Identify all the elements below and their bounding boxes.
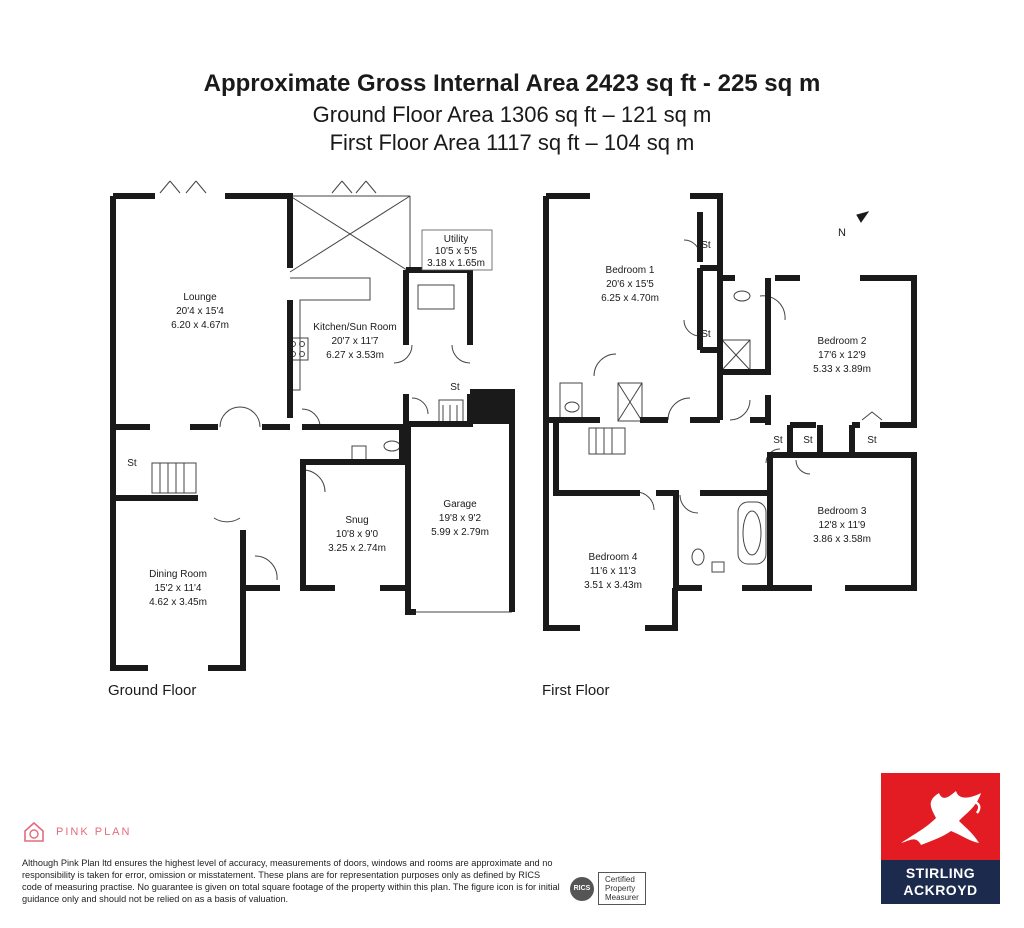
bedroom2-imperial: 17'6 x 12'9 bbox=[818, 350, 866, 361]
snug-metric: 3.25 x 2.74m bbox=[328, 543, 386, 554]
dining-name: Dining Room bbox=[149, 569, 207, 580]
rics-line-1: Certified bbox=[605, 875, 635, 884]
dining-metric: 4.62 x 3.45m bbox=[149, 597, 207, 608]
brand-line-1: STIRLING bbox=[905, 865, 976, 881]
rics-line-2: Property bbox=[605, 884, 636, 893]
snug-imperial: 10'8 x 9'0 bbox=[335, 529, 379, 540]
brand-wordmark bbox=[881, 860, 1000, 904]
griffin-icon bbox=[881, 773, 1000, 860]
first-store-1: St bbox=[701, 240, 711, 251]
bedroom1-metric: 6.25 x 4.70m bbox=[601, 293, 659, 304]
snug-name: Snug bbox=[345, 515, 369, 526]
garage-name: Garage bbox=[443, 499, 477, 510]
garage-metric: 5.99 x 2.79m bbox=[431, 527, 489, 538]
first-store-3: St bbox=[773, 435, 783, 446]
garage-imperial: 19'8 x 9'2 bbox=[438, 513, 482, 524]
bedroom4-imperial: 11'6 x 11'3 bbox=[589, 566, 637, 577]
bedroom3-metric: 3.86 x 3.58m bbox=[813, 534, 871, 545]
rics-certified-badge bbox=[570, 872, 646, 905]
first-store-4: St bbox=[803, 435, 813, 446]
bedroom4-name: Bedroom 4 bbox=[588, 552, 638, 563]
rics-certified-text bbox=[598, 872, 646, 905]
pink-plan-logo bbox=[22, 820, 131, 844]
ground-floor-area: Ground Floor Area 1306 sq ft – 121 sq m bbox=[312, 102, 712, 127]
disclaimer-text: Although Pink Plan ltd ensures the highest level of accuracy, measurements of doors, windows and rooms are approximate and no responsibility is taken for error, omission or misstatement. These plans are for representation purposes only as defined by RICS code of measuring practise. No guarantee is given on total square footage of the property within this plan. The figure icon is for initial guidance only and should not be relied on as a basis of valuation. bbox=[22, 858, 560, 904]
bedroom1-imperial: 20'6 x 15'5 bbox=[606, 279, 654, 290]
first-floor-label: First Floor bbox=[542, 682, 610, 699]
rics-logo-icon: RICS bbox=[570, 877, 594, 901]
utility-imperial: 10'5 x 5'5 bbox=[434, 246, 478, 257]
first-floor-plan bbox=[546, 196, 914, 628]
bedroom3-name: Bedroom 3 bbox=[817, 506, 867, 517]
bedroom2-name: Bedroom 2 bbox=[817, 336, 867, 347]
page-title: Approximate Gross Internal Area 2423 sq ft - 225 sq m bbox=[203, 70, 821, 97]
bedroom1-name: Bedroom 1 bbox=[605, 265, 655, 276]
first-floor-area: First Floor Area 1117 sq ft – 104 sq m bbox=[329, 130, 695, 155]
kitchen-name: Kitchen/Sun Room bbox=[313, 322, 397, 333]
kitchen-metric: 6.27 x 3.53m bbox=[326, 350, 384, 361]
ground-floor-label: Ground Floor bbox=[108, 682, 197, 699]
kitchen-imperial: 20'7 x 11'7 bbox=[331, 336, 379, 347]
first-store-5: St bbox=[867, 435, 877, 446]
lounge-metric: 6.20 x 4.67m bbox=[171, 320, 229, 331]
bedroom4-metric: 3.51 x 3.43m bbox=[584, 580, 642, 591]
brand-line-2: ACKROYD bbox=[903, 882, 978, 898]
lounge-imperial: 20'4 x 15'4 bbox=[176, 306, 224, 317]
lounge-name: Lounge bbox=[183, 292, 217, 303]
first-store-2: St bbox=[701, 329, 711, 340]
stirling-ackroyd-logo bbox=[881, 773, 1000, 904]
pink-plan-text: PINK PLAN bbox=[56, 826, 132, 838]
dining-imperial: 15'2 x 11'4 bbox=[154, 583, 202, 594]
house-icon bbox=[22, 820, 46, 844]
utility-metric: 3.18 x 1.65m bbox=[427, 258, 485, 269]
ground-store-2: St bbox=[450, 382, 460, 393]
bedroom3-imperial: 12'8 x 11'9 bbox=[818, 520, 866, 531]
compass-north-label: N bbox=[838, 227, 846, 239]
griffin-emblem bbox=[881, 773, 1000, 860]
rics-line-3: Measurer bbox=[605, 893, 639, 902]
utility-name: Utility bbox=[443, 234, 469, 245]
ground-store-1: St bbox=[127, 458, 137, 469]
bedroom2-metric: 5.33 x 3.89m bbox=[813, 364, 871, 375]
